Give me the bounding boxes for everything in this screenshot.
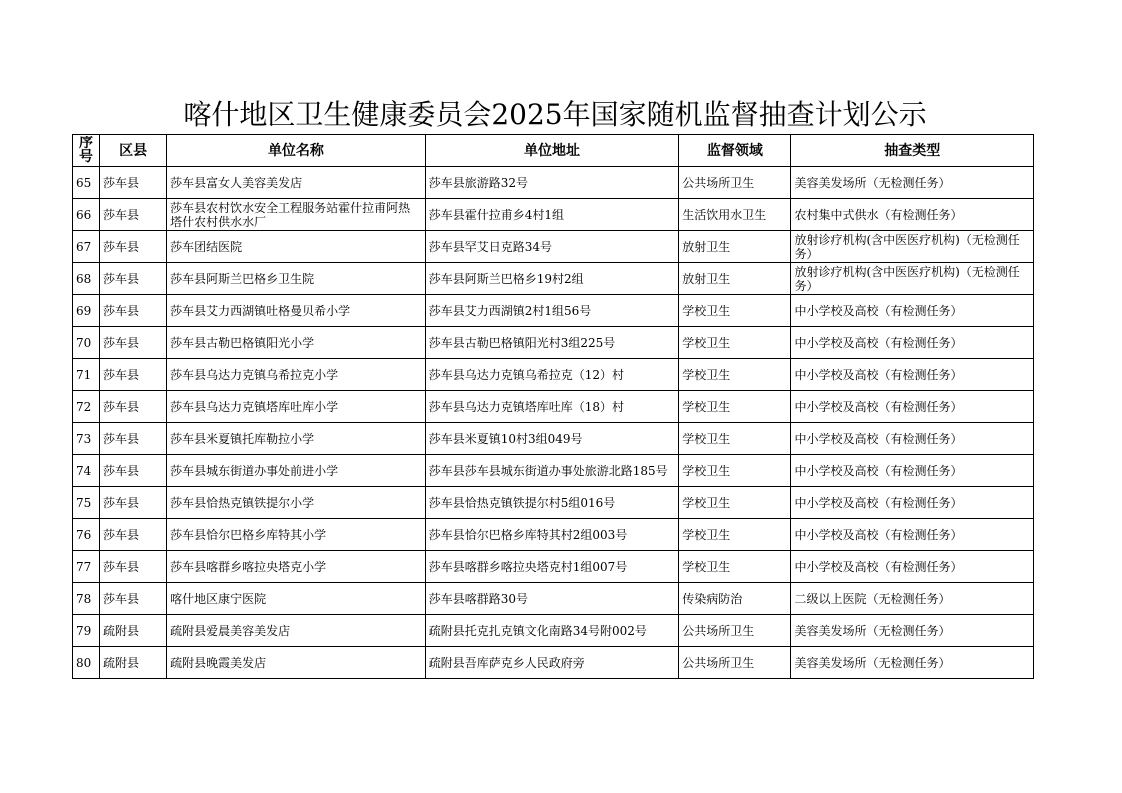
cell-county: 莎车县	[100, 391, 167, 423]
cell-supervision-domain: 学校卫生	[679, 455, 791, 487]
header-county: 区县	[100, 135, 167, 167]
cell-unit-address: 莎车县恰热克镇铁提尔村5组016号	[425, 487, 679, 519]
cell-seq: 78	[73, 583, 100, 615]
cell-seq: 68	[73, 263, 100, 295]
cell-supervision-domain: 学校卫生	[679, 551, 791, 583]
cell-seq: 75	[73, 487, 100, 519]
cell-unit-address: 莎车县莎车县城东街道办事处旅游北路185号	[425, 455, 679, 487]
table-header-row	[73, 135, 1034, 167]
cell-unit-name: 莎车县古勒巴格镇阳光小学	[167, 327, 426, 359]
table-row	[73, 551, 1034, 583]
cell-seq: 69	[73, 295, 100, 327]
cell-unit-address: 莎车县旅游路32号	[425, 167, 679, 199]
cell-unit-name: 莎车县乌达力克镇乌希拉克小学	[167, 359, 426, 391]
cell-supervision-domain: 生活饮用水卫生	[679, 199, 791, 231]
cell-check-type: 中小学校及高校（有检测任务）	[791, 327, 1034, 359]
cell-seq: 66	[73, 199, 100, 231]
cell-check-type: 中小学校及高校（有检测任务）	[791, 551, 1034, 583]
cell-unit-name: 莎车县阿斯兰巴格乡卫生院	[167, 263, 426, 295]
cell-county: 莎车县	[100, 263, 167, 295]
cell-county: 莎车县	[100, 455, 167, 487]
cell-unit-name: 莎车县艾力西湖镇吐格曼贝希小学	[167, 295, 426, 327]
cell-unit-name: 莎车县富女人美容美发店	[167, 167, 426, 199]
cell-unit-address: 莎车县艾力西湖镇2村1组56号	[425, 295, 679, 327]
cell-unit-address: 莎车县米夏镇10村3组049号	[425, 423, 679, 455]
cell-supervision-domain: 学校卫生	[679, 423, 791, 455]
cell-supervision-domain: 公共场所卫生	[679, 647, 791, 679]
cell-check-type: 二级以上医院（无检测任务）	[791, 583, 1034, 615]
cell-supervision-domain: 传染病防治	[679, 583, 791, 615]
cell-supervision-domain: 放射卫生	[679, 231, 791, 263]
cell-unit-name: 莎车县喀群乡喀拉央塔克小学	[167, 551, 426, 583]
cell-county: 疏附县	[100, 647, 167, 679]
cell-seq: 70	[73, 327, 100, 359]
cell-check-type: 美容美发场所（无检测任务）	[791, 615, 1034, 647]
cell-unit-name: 疏附县晚霞美发店	[167, 647, 426, 679]
table-row	[73, 359, 1034, 391]
cell-seq: 67	[73, 231, 100, 263]
table-row	[73, 487, 1034, 519]
cell-unit-name: 莎车县恰尔巴格乡库特其小学	[167, 519, 426, 551]
table-row	[73, 391, 1034, 423]
cell-check-type: 农村集中式供水（有检测任务）	[791, 199, 1034, 231]
cell-unit-address: 莎车县喀群路30号	[425, 583, 679, 615]
cell-unit-name: 莎车县乌达力克镇塔库吐库小学	[167, 391, 426, 423]
cell-unit-address: 疏附县托克扎克镇文化南路34号附002号	[425, 615, 679, 647]
cell-check-type: 中小学校及高校（有检测任务）	[791, 423, 1034, 455]
cell-check-type: 中小学校及高校（有检测任务）	[791, 391, 1034, 423]
table-row	[73, 647, 1034, 679]
cell-county: 莎车县	[100, 295, 167, 327]
cell-check-type: 放射诊疗机构(含中医医疗机构)（无检测任务）	[791, 263, 1034, 295]
table-row	[73, 423, 1034, 455]
cell-check-type: 中小学校及高校（有检测任务）	[791, 487, 1034, 519]
cell-unit-address: 莎车县古勒巴格镇阳光村3组225号	[425, 327, 679, 359]
cell-seq: 77	[73, 551, 100, 583]
cell-county: 莎车县	[100, 487, 167, 519]
cell-unit-name: 莎车县米夏镇托库勒拉小学	[167, 423, 426, 455]
cell-unit-address: 莎车县恰尔巴格乡库特其村2组003号	[425, 519, 679, 551]
cell-unit-name: 疏附县爱晨美容美发店	[167, 615, 426, 647]
page-title: 喀什地区卫生健康委员会2025年国家随机监督抽查计划公示	[183, 98, 927, 131]
cell-supervision-domain: 学校卫生	[679, 487, 791, 519]
header-unit-name: 单位名称	[167, 135, 426, 167]
cell-supervision-domain: 学校卫生	[679, 327, 791, 359]
cell-county: 莎车县	[100, 551, 167, 583]
cell-check-type: 放射诊疗机构(含中医医疗机构)（无检测任务）	[791, 231, 1034, 263]
cell-unit-address: 莎车县罕艾日克路34号	[425, 231, 679, 263]
table-row	[73, 519, 1034, 551]
cell-county: 莎车县	[100, 359, 167, 391]
cell-check-type: 中小学校及高校（有检测任务）	[791, 359, 1034, 391]
cell-supervision-domain: 放射卫生	[679, 263, 791, 295]
table-row	[73, 583, 1034, 615]
cell-check-type: 中小学校及高校（有检测任务）	[791, 519, 1034, 551]
cell-county: 莎车县	[100, 231, 167, 263]
cell-supervision-domain: 学校卫生	[679, 295, 791, 327]
cell-unit-name: 莎车县农村饮水安全工程服务站霍什拉甫阿热塔什农村供水水厂	[167, 199, 426, 231]
cell-supervision-domain: 学校卫生	[679, 391, 791, 423]
cell-check-type: 美容美发场所（无检测任务）	[791, 167, 1034, 199]
cell-unit-address: 莎车县喀群乡喀拉央塔克村1组007号	[425, 551, 679, 583]
cell-supervision-domain: 公共场所卫生	[679, 615, 791, 647]
cell-supervision-domain: 公共场所卫生	[679, 167, 791, 199]
cell-check-type: 美容美发场所（无检测任务）	[791, 647, 1034, 679]
cell-check-type: 中小学校及高校（有检测任务）	[791, 295, 1034, 327]
cell-seq: 74	[73, 455, 100, 487]
header-seq: 序号	[73, 135, 100, 167]
table-row	[73, 455, 1034, 487]
cell-seq: 80	[73, 647, 100, 679]
cell-supervision-domain: 学校卫生	[679, 359, 791, 391]
cell-unit-address: 莎车县乌达力克镇塔库吐库（18）村	[425, 391, 679, 423]
cell-unit-address: 莎车县阿斯兰巴格乡19村2组	[425, 263, 679, 295]
cell-unit-address: 莎车县霍什拉甫乡4村1组	[425, 199, 679, 231]
table-row	[73, 167, 1034, 199]
cell-seq: 76	[73, 519, 100, 551]
header-unit-address: 单位地址	[425, 135, 679, 167]
cell-county: 莎车县	[100, 519, 167, 551]
header-supervision-domain: 监督领域	[679, 135, 791, 167]
cell-county: 莎车县	[100, 167, 167, 199]
table-row	[73, 263, 1034, 295]
cell-seq: 72	[73, 391, 100, 423]
cell-county: 莎车县	[100, 199, 167, 231]
cell-unit-name: 莎车团结医院	[167, 231, 426, 263]
cell-check-type: 中小学校及高校（有检测任务）	[791, 455, 1034, 487]
cell-seq: 79	[73, 615, 100, 647]
cell-county: 疏附县	[100, 615, 167, 647]
cell-unit-name: 喀什地区康宁医院	[167, 583, 426, 615]
table-row	[73, 295, 1034, 327]
cell-unit-name: 莎车县城东街道办事处前进小学	[167, 455, 426, 487]
cell-seq: 71	[73, 359, 100, 391]
cell-unit-address: 疏附县吾库萨克乡人民政府旁	[425, 647, 679, 679]
cell-seq: 73	[73, 423, 100, 455]
table-row	[73, 327, 1034, 359]
cell-county: 莎车县	[100, 423, 167, 455]
cell-county: 莎车县	[100, 583, 167, 615]
cell-county: 莎车县	[100, 327, 167, 359]
inspection-plan-table	[72, 134, 1034, 679]
cell-unit-name: 莎车县恰热克镇铁提尔小学	[167, 487, 426, 519]
table-row	[73, 199, 1034, 231]
cell-supervision-domain: 学校卫生	[679, 519, 791, 551]
cell-seq: 65	[73, 167, 100, 199]
table-row	[73, 231, 1034, 263]
table-row	[73, 615, 1034, 647]
header-check-type: 抽查类型	[791, 135, 1034, 167]
cell-unit-address: 莎车县乌达力克镇乌希拉克（12）村	[425, 359, 679, 391]
